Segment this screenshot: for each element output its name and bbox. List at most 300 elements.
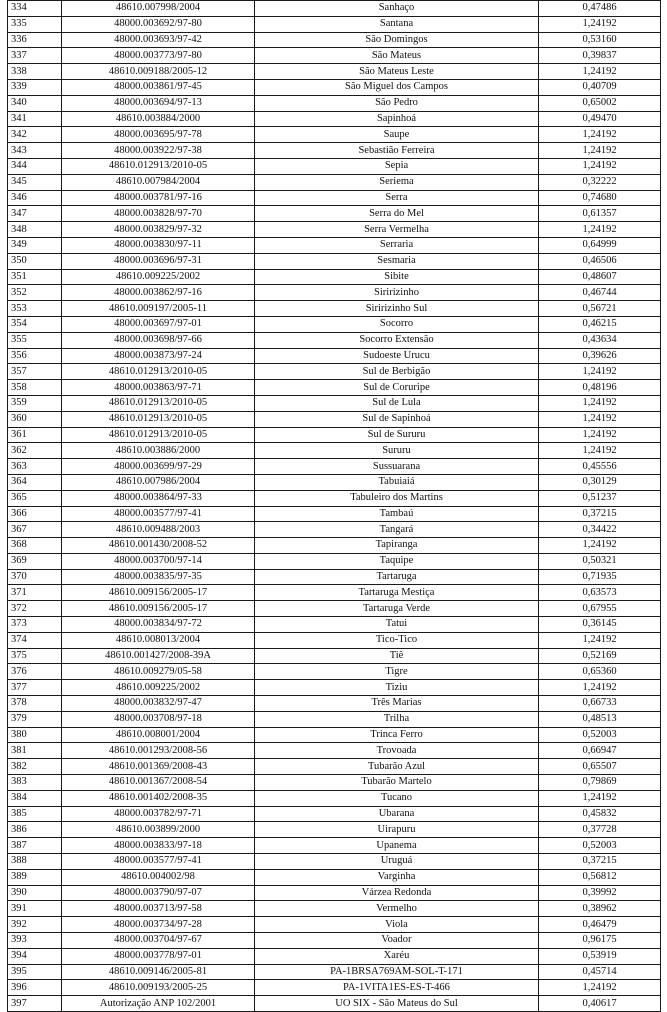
row-number-cell: 395: [8, 964, 62, 980]
process-number-cell: 48610.007998/2004: [62, 1, 255, 17]
process-number-cell: 48000.003833/97-18: [62, 838, 255, 854]
table-row: [8, 506, 661, 522]
table-row: [8, 617, 661, 633]
field-name-cell: Tubarão Martelo: [255, 775, 539, 791]
row-number-cell: 335: [8, 16, 62, 32]
field-name-cell: Saupe: [255, 127, 539, 143]
process-number-cell: 48610.003884/2000: [62, 111, 255, 127]
row-number-cell: 358: [8, 380, 62, 396]
row-number-cell: 373: [8, 617, 62, 633]
row-number-cell: 372: [8, 601, 62, 617]
row-number-cell: 338: [8, 64, 62, 80]
table-row: [8, 664, 661, 680]
process-number-cell: 48000.003695/97-78: [62, 127, 255, 143]
process-number-cell: 48610.008013/2004: [62, 632, 255, 648]
field-name-cell: Sussuarana: [255, 459, 539, 475]
table-row: [8, 759, 661, 775]
table-row: [8, 538, 661, 554]
value-cell: 0,45556: [539, 459, 661, 475]
table-row: [8, 948, 661, 964]
row-number-cell: 336: [8, 32, 62, 48]
table-row: [8, 411, 661, 427]
value-cell: 0,38962: [539, 901, 661, 917]
field-name-cell: São Pedro: [255, 95, 539, 111]
process-number-cell: 48610.012913/2010-05: [62, 364, 255, 380]
table-row: [8, 632, 661, 648]
value-cell: 0,48196: [539, 380, 661, 396]
field-name-cell: Taquipe: [255, 553, 539, 569]
table-row: [8, 1, 661, 17]
value-cell: 0,96175: [539, 933, 661, 949]
process-number-cell: 48610.009193/2005-25: [62, 980, 255, 996]
field-name-cell: Tigre: [255, 664, 539, 680]
table-row: [8, 775, 661, 791]
table-row: [8, 601, 661, 617]
value-cell: 0,66947: [539, 743, 661, 759]
value-cell: 0,67955: [539, 601, 661, 617]
process-number-cell: 48000.003692/97-80: [62, 16, 255, 32]
process-number-cell: 48000.003734/97-28: [62, 917, 255, 933]
table-row: [8, 285, 661, 301]
value-cell: 0,45832: [539, 806, 661, 822]
table-row: [8, 806, 661, 822]
row-number-cell: 390: [8, 885, 62, 901]
table-row: [8, 822, 661, 838]
row-number-cell: 378: [8, 696, 62, 712]
table-row: [8, 127, 661, 143]
table-row: [8, 237, 661, 253]
row-number-cell: 344: [8, 158, 62, 174]
process-number-cell: 48000.003699/97-29: [62, 459, 255, 475]
process-number-cell: 48000.003704/97-67: [62, 933, 255, 949]
table-row: [8, 222, 661, 238]
table-row: [8, 838, 661, 854]
row-number-cell: 348: [8, 222, 62, 238]
value-cell: 0,65002: [539, 95, 661, 111]
row-number-cell: 369: [8, 553, 62, 569]
value-cell: 0,32222: [539, 174, 661, 190]
field-name-cell: Tatui: [255, 617, 539, 633]
value-cell: 0,37728: [539, 822, 661, 838]
table-row: [8, 48, 661, 64]
table-row: [8, 854, 661, 870]
process-number-cell: 48000.003828/97-70: [62, 206, 255, 222]
field-name-cell: Tico-Tico: [255, 632, 539, 648]
row-number-cell: 352: [8, 285, 62, 301]
row-number-cell: 339: [8, 79, 62, 95]
value-cell: 0,79869: [539, 775, 661, 791]
row-number-cell: 354: [8, 316, 62, 332]
table-row: [8, 522, 661, 538]
row-number-cell: 370: [8, 569, 62, 585]
process-number-cell: 48610.009156/2005-17: [62, 601, 255, 617]
value-cell: 0,52003: [539, 838, 661, 854]
row-number-cell: 366: [8, 506, 62, 522]
value-cell: 0,48513: [539, 711, 661, 727]
process-number-cell: 48000.003773/97-80: [62, 48, 255, 64]
value-cell: 0,61357: [539, 206, 661, 222]
table-row: [8, 332, 661, 348]
value-cell: 0,39992: [539, 885, 661, 901]
process-number-cell: 48610.009188/2005-12: [62, 64, 255, 80]
field-name-cell: Uruguá: [255, 854, 539, 870]
process-number-cell: 48610.008001/2004: [62, 727, 255, 743]
table-row: [8, 680, 661, 696]
row-number-cell: 343: [8, 143, 62, 159]
process-number-cell: 48000.003782/97-71: [62, 806, 255, 822]
value-cell: 0,46744: [539, 285, 661, 301]
field-name-cell: Tabuiaiá: [255, 474, 539, 490]
process-number-cell: 48610.001402/2008-35: [62, 790, 255, 806]
process-number-cell: 48610.012913/2010-05: [62, 427, 255, 443]
table-row: [8, 885, 661, 901]
value-cell: 0,39837: [539, 48, 661, 64]
process-number-cell: 48000.003832/97-47: [62, 696, 255, 712]
value-cell: 0,37215: [539, 854, 661, 870]
process-number-cell: 48610.003899/2000: [62, 822, 255, 838]
table-row: [8, 696, 661, 712]
value-cell: 0,65507: [539, 759, 661, 775]
field-name-cell: Sepia: [255, 158, 539, 174]
value-cell: 0,53160: [539, 32, 661, 48]
value-cell: 1,24192: [539, 443, 661, 459]
table-row: [8, 996, 661, 1012]
process-number-cell: 48610.009488/2003: [62, 522, 255, 538]
process-number-cell: 48000.003834/97-72: [62, 617, 255, 633]
row-number-cell: 350: [8, 253, 62, 269]
value-cell: 0,53919: [539, 948, 661, 964]
value-cell: 1,24192: [539, 538, 661, 554]
table-row: [8, 380, 661, 396]
row-number-cell: 357: [8, 364, 62, 380]
value-cell: 0,74680: [539, 190, 661, 206]
value-cell: 0,63573: [539, 585, 661, 601]
field-name-cell: Serra do Mel: [255, 206, 539, 222]
table-row: [8, 95, 661, 111]
value-cell: 1,24192: [539, 143, 661, 159]
table-row: [8, 474, 661, 490]
field-name-cell: Xaréu: [255, 948, 539, 964]
table-row: [8, 79, 661, 95]
table-row: [8, 569, 661, 585]
process-number-cell: 48000.003835/97-35: [62, 569, 255, 585]
field-name-cell: São Domingos: [255, 32, 539, 48]
table-body: [8, 1, 661, 1012]
field-name-cell: Serra Vermelha: [255, 222, 539, 238]
value-cell: 0,36145: [539, 617, 661, 633]
process-number-cell: 48000.003873/97-24: [62, 348, 255, 364]
value-cell: 1,24192: [539, 411, 661, 427]
table-row: [8, 553, 661, 569]
field-name-cell: Upanema: [255, 838, 539, 854]
process-number-cell: 48610.007986/2004: [62, 474, 255, 490]
process-number-cell: 48000.003862/97-16: [62, 285, 255, 301]
table-row: [8, 395, 661, 411]
value-cell: 0,46506: [539, 253, 661, 269]
row-number-cell: 376: [8, 664, 62, 680]
row-number-cell: 340: [8, 95, 62, 111]
process-number-cell: 48610.007984/2004: [62, 174, 255, 190]
process-number-cell: 48000.003830/97-11: [62, 237, 255, 253]
table-row: [8, 348, 661, 364]
process-number-cell: 48610.009225/2002: [62, 680, 255, 696]
value-cell: 1,24192: [539, 364, 661, 380]
field-name-cell: Serraria: [255, 237, 539, 253]
row-number-cell: 379: [8, 711, 62, 727]
row-number-cell: 364: [8, 474, 62, 490]
field-name-cell: Uirapuru: [255, 822, 539, 838]
value-cell: 1,24192: [539, 680, 661, 696]
process-number-cell: 48000.003698/97-66: [62, 332, 255, 348]
table-row: [8, 743, 661, 759]
field-name-cell: Sul de Sapinhoá: [255, 411, 539, 427]
field-name-cell: Trovoada: [255, 743, 539, 759]
value-cell: 1,24192: [539, 427, 661, 443]
table-row: [8, 364, 661, 380]
field-name-cell: Sul de Berbigão: [255, 364, 539, 380]
process-number-cell: 48000.003696/97-31: [62, 253, 255, 269]
row-number-cell: 375: [8, 648, 62, 664]
row-number-cell: 377: [8, 680, 62, 696]
row-number-cell: 368: [8, 538, 62, 554]
process-number-cell: 48000.003790/97-07: [62, 885, 255, 901]
row-number-cell: 351: [8, 269, 62, 285]
value-cell: 1,24192: [539, 127, 661, 143]
row-number-cell: 394: [8, 948, 62, 964]
row-number-cell: 347: [8, 206, 62, 222]
field-name-cell: Sapinhoá: [255, 111, 539, 127]
process-number-cell: 48000.003922/97-38: [62, 143, 255, 159]
table-row: [8, 174, 661, 190]
row-number-cell: 382: [8, 759, 62, 775]
table-row: [8, 64, 661, 80]
field-name-cell: Sul de Lula: [255, 395, 539, 411]
value-cell: 0,40617: [539, 996, 661, 1012]
table-row: [8, 790, 661, 806]
process-number-cell: 48000.003708/97-18: [62, 711, 255, 727]
field-name-cell: Tucano: [255, 790, 539, 806]
process-number-cell: 48000.003693/97-42: [62, 32, 255, 48]
value-cell: 0,51237: [539, 490, 661, 506]
row-number-cell: 361: [8, 427, 62, 443]
row-number-cell: 346: [8, 190, 62, 206]
row-number-cell: 334: [8, 1, 62, 17]
process-number-cell: 48610.009146/2005-81: [62, 964, 255, 980]
table-row: [8, 301, 661, 317]
table-row: [8, 443, 661, 459]
value-cell: 0,46215: [539, 316, 661, 332]
value-cell: 0,43634: [539, 332, 661, 348]
table-row: [8, 585, 661, 601]
value-cell: 0,37215: [539, 506, 661, 522]
value-cell: 0,52169: [539, 648, 661, 664]
row-number-cell: 341: [8, 111, 62, 127]
row-number-cell: 388: [8, 854, 62, 870]
row-number-cell: 384: [8, 790, 62, 806]
value-cell: 1,24192: [539, 790, 661, 806]
field-name-cell: Sul de Sururu: [255, 427, 539, 443]
table-row: [8, 901, 661, 917]
process-number-cell: 48610.001367/2008-54: [62, 775, 255, 791]
table-row: [8, 32, 661, 48]
value-cell: 0,47486: [539, 1, 661, 17]
value-cell: 0,56721: [539, 301, 661, 317]
table-row: [8, 711, 661, 727]
process-number-cell: 48610.012913/2010-05: [62, 158, 255, 174]
process-number-cell: 48000.003713/97-58: [62, 901, 255, 917]
row-number-cell: 360: [8, 411, 62, 427]
row-number-cell: 362: [8, 443, 62, 459]
row-number-cell: 381: [8, 743, 62, 759]
field-name-cell: Sul de Coruripe: [255, 380, 539, 396]
field-name-cell: Tangará: [255, 522, 539, 538]
row-number-cell: 349: [8, 237, 62, 253]
process-number-cell: 48000.003861/97-45: [62, 79, 255, 95]
value-cell: 0,40709: [539, 79, 661, 95]
value-cell: 1,24192: [539, 395, 661, 411]
field-name-cell: Ubarana: [255, 806, 539, 822]
process-number-cell: 48610.009197/2005-11: [62, 301, 255, 317]
table-row: [8, 269, 661, 285]
field-name-cell: Tubarão Azul: [255, 759, 539, 775]
table-row: [8, 648, 661, 664]
value-cell: 0,49470: [539, 111, 661, 127]
process-number-cell: 48610.003886/2000: [62, 443, 255, 459]
process-number-cell: 48000.003577/97-41: [62, 506, 255, 522]
process-number-cell: 48610.004002/98: [62, 869, 255, 885]
field-name-cell: Varginha: [255, 869, 539, 885]
value-cell: 0,48607: [539, 269, 661, 285]
field-name-cell: Viola: [255, 917, 539, 933]
row-number-cell: 385: [8, 806, 62, 822]
value-cell: 0,50321: [539, 553, 661, 569]
field-name-cell: Serra: [255, 190, 539, 206]
field-name-cell: São Mateus Leste: [255, 64, 539, 80]
value-cell: 0,71935: [539, 569, 661, 585]
row-number-cell: 359: [8, 395, 62, 411]
process-number-cell: 48000.003863/97-71: [62, 380, 255, 396]
value-cell: 0,30129: [539, 474, 661, 490]
value-cell: 1,24192: [539, 222, 661, 238]
field-name-cell: Tambaú: [255, 506, 539, 522]
field-name-cell: Tartaruga Mestiça: [255, 585, 539, 601]
process-number-cell: 48000.003864/97-33: [62, 490, 255, 506]
row-number-cell: 367: [8, 522, 62, 538]
row-number-cell: 342: [8, 127, 62, 143]
table-row: [8, 869, 661, 885]
field-name-cell: São Mateus: [255, 48, 539, 64]
process-number-cell: 48610.001369/2008-43: [62, 759, 255, 775]
table-row: [8, 427, 661, 443]
field-name-cell: Três Marias: [255, 696, 539, 712]
process-number-cell: 48610.012913/2010-05: [62, 411, 255, 427]
process-number-cell: 48610.001430/2008-52: [62, 538, 255, 554]
value-cell: 0,56812: [539, 869, 661, 885]
value-cell: 1,24192: [539, 16, 661, 32]
table-row: [8, 206, 661, 222]
value-cell: 0,52003: [539, 727, 661, 743]
process-number-cell: 48610.009156/2005-17: [62, 585, 255, 601]
row-number-cell: 391: [8, 901, 62, 917]
process-number-cell: 48610.001293/2008-56: [62, 743, 255, 759]
field-name-cell: Santana: [255, 16, 539, 32]
field-name-cell: Voador: [255, 933, 539, 949]
row-number-cell: 345: [8, 174, 62, 190]
field-name-cell: Sibite: [255, 269, 539, 285]
row-number-cell: 371: [8, 585, 62, 601]
process-number-cell: 48000.003694/97-13: [62, 95, 255, 111]
table-row: [8, 727, 661, 743]
table-row: [8, 917, 661, 933]
fields-table: [7, 0, 661, 1012]
table-row: [8, 253, 661, 269]
process-number-cell: 48000.003778/97-01: [62, 948, 255, 964]
table-row: [8, 190, 661, 206]
row-number-cell: 356: [8, 348, 62, 364]
row-number-cell: 355: [8, 332, 62, 348]
field-name-cell: PA-1BRSA769AM-SOL-T-171: [255, 964, 539, 980]
field-name-cell: Sururu: [255, 443, 539, 459]
table-row: [8, 933, 661, 949]
value-cell: 0,45714: [539, 964, 661, 980]
row-number-cell: 337: [8, 48, 62, 64]
document-page: [7, 0, 660, 1012]
process-number-cell: 48000.003697/97-01: [62, 316, 255, 332]
field-name-cell: Siririzinho Sul: [255, 301, 539, 317]
table-row: [8, 16, 661, 32]
field-name-cell: Tartaruga: [255, 569, 539, 585]
field-name-cell: Sesmaria: [255, 253, 539, 269]
table-row: [8, 964, 661, 980]
field-name-cell: Siririzinho: [255, 285, 539, 301]
value-cell: 1,24192: [539, 64, 661, 80]
process-number-cell: 48610.009279/05-58: [62, 664, 255, 680]
value-cell: 0,46479: [539, 917, 661, 933]
value-cell: 1,24192: [539, 980, 661, 996]
row-number-cell: 353: [8, 301, 62, 317]
field-name-cell: Tartaruga Verde: [255, 601, 539, 617]
field-name-cell: Tiziu: [255, 680, 539, 696]
row-number-cell: 374: [8, 632, 62, 648]
row-number-cell: 389: [8, 869, 62, 885]
field-name-cell: Sudoeste Urucu: [255, 348, 539, 364]
row-number-cell: 365: [8, 490, 62, 506]
process-number-cell: 48000.003577/97-41: [62, 854, 255, 870]
value-cell: 0,65360: [539, 664, 661, 680]
field-name-cell: Seriema: [255, 174, 539, 190]
field-name-cell: Sebastião Ferreira: [255, 143, 539, 159]
table-row: [8, 143, 661, 159]
value-cell: 0,39626: [539, 348, 661, 364]
field-name-cell: Trinca Ferro: [255, 727, 539, 743]
process-number-cell: 48610.001427/2008-39A: [62, 648, 255, 664]
field-name-cell: Sanhaço: [255, 1, 539, 17]
value-cell: 0,66733: [539, 696, 661, 712]
field-name-cell: Tiê: [255, 648, 539, 664]
table-row: [8, 490, 661, 506]
field-name-cell: São Miguel dos Campos: [255, 79, 539, 95]
table-row: [8, 316, 661, 332]
field-name-cell: PA-1VITA1ES-ES-T-466: [255, 980, 539, 996]
process-number-cell: Autorização ANP 102/2001: [62, 996, 255, 1012]
process-number-cell: 48000.003829/97-32: [62, 222, 255, 238]
process-number-cell: 48000.003700/97-14: [62, 553, 255, 569]
row-number-cell: 392: [8, 917, 62, 933]
row-number-cell: 380: [8, 727, 62, 743]
row-number-cell: 396: [8, 980, 62, 996]
row-number-cell: 386: [8, 822, 62, 838]
process-number-cell: 48000.003781/97-16: [62, 190, 255, 206]
